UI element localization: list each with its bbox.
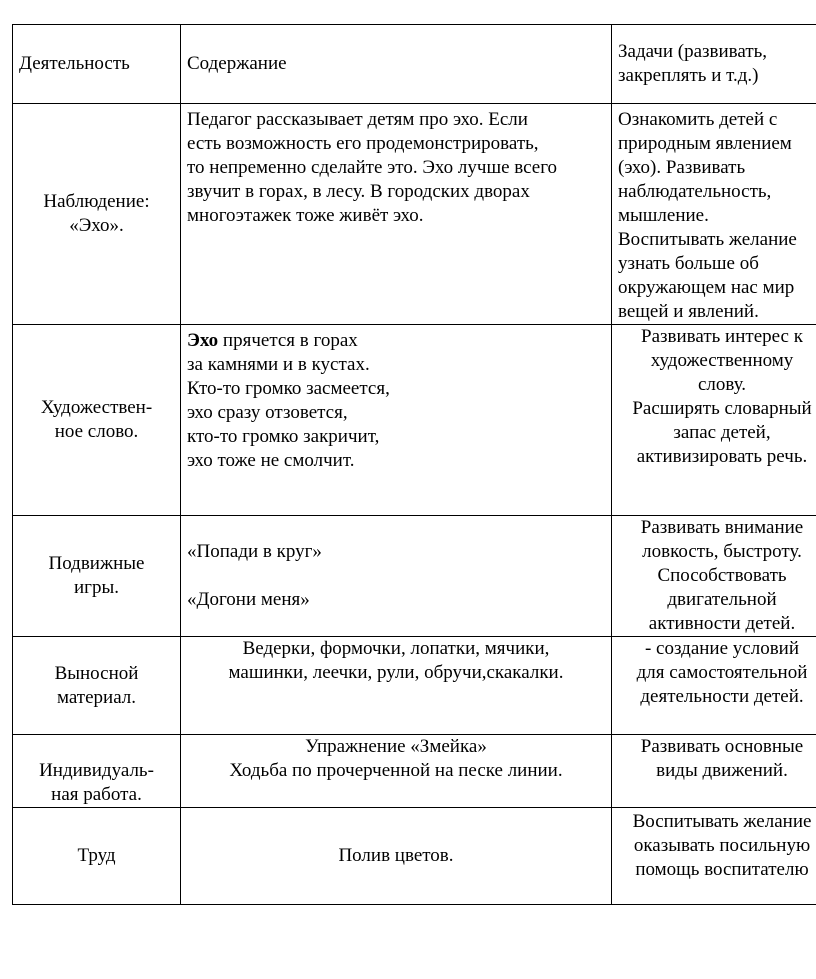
tasks-line: Способствовать — [657, 565, 787, 586]
tasks-line: Расширять словарный — [632, 398, 812, 419]
content-line: Ходьба по прочерченной на песке линии. — [229, 760, 563, 781]
activity-line: «Эхо». — [69, 215, 124, 236]
content-cell — [181, 104, 612, 325]
content-line: Полив цветов. — [338, 845, 454, 866]
tasks-line: активности детей. — [648, 613, 796, 634]
header-content-text: Содержание — [187, 53, 287, 74]
tasks-cell — [612, 808, 816, 905]
header-tasks — [612, 25, 816, 104]
tasks-line: виды движений. — [656, 760, 788, 781]
header-activity-text: Деятельность — [19, 53, 130, 74]
tasks-cell — [612, 637, 816, 735]
table-row — [13, 325, 816, 516]
activity-cell — [13, 808, 181, 905]
activity-line: Подвижные — [48, 553, 145, 574]
activity-table — [12, 24, 816, 905]
content-cell — [181, 516, 612, 637]
tasks-line: слову. — [697, 374, 747, 395]
tasks-cell — [612, 104, 816, 325]
tasks-line: запас детей, — [673, 422, 771, 443]
tasks-line: Развивать интерес к — [641, 326, 803, 347]
activity-table-container — [12, 24, 816, 905]
content-line: многоэтажек тоже живёт эхо. — [187, 205, 424, 226]
content-line: за камнями и в кустах. — [187, 354, 370, 375]
content-line: кто-то громко закричит, — [187, 426, 380, 447]
table-row — [13, 104, 816, 325]
tasks-line: - создание условий — [644, 638, 799, 659]
table-row — [13, 735, 816, 808]
content-line: есть возможность его продемонстрировать, — [187, 133, 539, 154]
tasks-line: оказывать посильную — [633, 835, 811, 856]
activity-cell — [13, 104, 181, 325]
game-item: «Догони меня» — [187, 589, 310, 610]
activity-line: ная работа. — [51, 784, 142, 805]
activity-line: Труд — [77, 845, 116, 866]
tasks-line: художественному — [650, 350, 794, 371]
tasks-line: деятельности детей. — [640, 686, 804, 707]
tasks-line: помощь воспитателю — [635, 859, 809, 880]
tasks-line: двигательной — [667, 589, 777, 610]
header-content — [181, 25, 612, 104]
activity-line: ное слово. — [54, 421, 139, 442]
content-line: Кто-то громко засмеется, — [187, 378, 390, 399]
tasks-line: Развивать основные — [640, 736, 804, 757]
tasks-line: (эхо). Развивать — [618, 157, 746, 178]
tasks-line: для самостоятельной — [636, 662, 808, 683]
activity-cell — [13, 325, 181, 516]
activity-line: Индивидуаль- — [39, 760, 154, 781]
content-line: машинки, леечки, рули, обручи,скакалки. — [228, 662, 564, 683]
content-cell — [181, 325, 612, 516]
content-line: Педагог рассказывает детям про эхо. Если — [187, 109, 528, 130]
content-cell — [181, 637, 612, 735]
tasks-line: активизировать речь. — [636, 446, 808, 467]
tasks-line: мышление. — [618, 205, 709, 226]
activity-line: Выносной — [54, 662, 139, 684]
tasks-line: Развивать внимание — [640, 517, 804, 538]
activity-line: Художествен- — [40, 397, 153, 418]
poem-first-line — [187, 329, 605, 353]
content-cell — [181, 735, 612, 808]
content-cell — [181, 808, 612, 905]
tasks-line: ловкость, быстроту. — [642, 541, 802, 562]
activity-cell — [13, 735, 181, 808]
content-line: эхо тоже не смолчит. — [187, 450, 355, 471]
header-tasks-line: закреплять и т.д.) — [618, 65, 759, 86]
activity-line: Наблюдение: — [43, 191, 150, 212]
game-item: «Попади в круг» — [187, 541, 322, 562]
activity-line: игры. — [74, 577, 119, 598]
content-line: эхо сразу отзовется, — [187, 402, 348, 423]
table-row — [13, 637, 816, 735]
table-row — [13, 808, 816, 905]
header-activity — [13, 25, 181, 104]
tasks-line: вещей и явлений. — [618, 301, 759, 322]
table-header-row — [13, 25, 816, 104]
poem-first-line-rest: прячется в горах — [218, 330, 358, 351]
tasks-line: Воспитывать желание — [632, 811, 812, 832]
poem-bold-word: Эхо — [187, 330, 219, 351]
content-line: звучит в горах, в лесу. В городских дворах — [187, 181, 530, 202]
activity-line: материал. — [56, 686, 137, 708]
tasks-line: наблюдательность, — [618, 181, 772, 202]
header-tasks-line: Задачи (развивать, — [618, 41, 768, 62]
tasks-line: природным явлением — [618, 133, 792, 154]
tasks-cell — [612, 325, 816, 516]
tasks-line: Ознакомить детей с — [618, 109, 778, 130]
activity-cell — [13, 637, 181, 735]
tasks-cell — [612, 516, 816, 637]
content-line: то непременно сделайте это. Эхо лучше всего — [187, 157, 558, 178]
tasks-line: окружающем нас мир — [618, 277, 795, 298]
table-row — [13, 516, 816, 637]
content-line: Упражнение «Змейка» — [305, 736, 487, 757]
tasks-line: узнать больше об — [618, 253, 759, 274]
tasks-cell — [612, 735, 816, 808]
tasks-line: Воспитывать желание — [618, 229, 797, 250]
content-line: Ведерки, формочки, лопатки, мячики, — [242, 638, 550, 659]
activity-cell — [13, 516, 181, 637]
